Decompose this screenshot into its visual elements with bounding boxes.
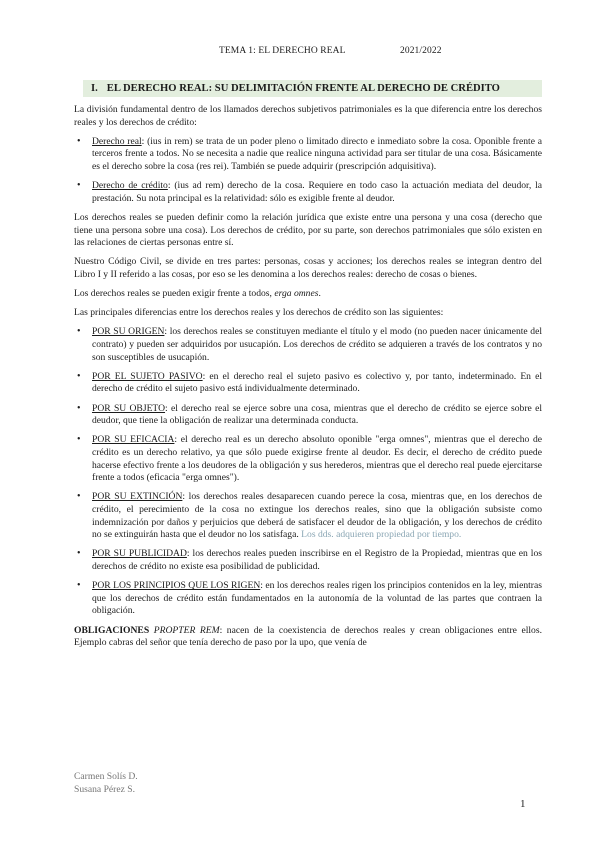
obligaciones-text: : nacen de la coexistencia de derechos reales y crean obligaciones entre ellos. Ejemplo cabras del señor que tenía derecho de paso por la upo, que venía de xyxy=(74,624,542,649)
page-footer xyxy=(74,770,138,796)
list-item-term: POR SU PUBLICIDAD xyxy=(92,548,187,560)
section-number: I. xyxy=(91,83,98,94)
obligaciones-emph: PROPTER REM xyxy=(153,624,220,636)
list-item-text: : (ius in rem) se trata de un poder pleno o limitado directo e inmediato sobre la cosa. Oponible frente a terceros frente a todos. No se necesita a nadie que realice ninguna actividad para ser titular de una cosa. Básicamente es el derecho sobre la cosa (res rei). También se puede adquirir (prescripción adquisitiva). xyxy=(92,135,542,172)
list-item-term: POR SU ORIGEN xyxy=(92,326,165,338)
list-item-text: : en los derechos reales rigen los principios contenidos en la ley, mientras que los derechos de crédito están fundamentados en la autonomía de la voluntad de las partes que contraen la obligación. xyxy=(92,580,542,617)
bullet-icon: • xyxy=(77,180,81,192)
definition-paragraph: Los derechos reales se pueden definir como la relación jurídica que existe entre una persona y una cosa (derecho que tiene una persona sobre una cosa). Los derechos de crédito, por su parte, son derechos patrimoniales que sólo existen en las relaciones de ciertas personas entre sí. xyxy=(74,211,542,249)
rights-types-list xyxy=(74,136,542,206)
list-item-text: : en el derecho real el sujeto pasivo es colectivo y, por tanto, indeterminado. En el derecho de crédito el sujeto pasivo está individualmente determinado. xyxy=(92,370,543,395)
list-item xyxy=(74,548,542,573)
header-year: 2021/2022 xyxy=(400,46,442,56)
list-item-text: : los derechos reales se constituyen mediante el título y el modo (no pueden nacer únicamente del contrato) y pueden ser adquiridos por usucapión. Los derechos de crédito se adquieren a través de los contratos y no son susceptibles de usucapión. xyxy=(92,326,543,363)
bullet-icon: • xyxy=(77,580,81,592)
list-item xyxy=(74,371,542,396)
list-item xyxy=(74,491,542,541)
bullet-icon: • xyxy=(77,402,81,414)
obligaciones-label: OBLIGACIONES xyxy=(74,624,150,636)
bullet-icon: • xyxy=(77,135,81,147)
erga-omnes-paragraph: Los derechos reales se pueden exigir frente a todos, erga omnes. xyxy=(74,288,321,300)
list-item-term: POR LOS PRINCIPIOS QUE LOS RIGEN xyxy=(92,580,261,592)
margin-note: Los dds. adquieren propiedad por tiempo. xyxy=(301,529,462,541)
list-item-text: : el derecho real se ejerce sobre una cosa, mientras que el derecho de crédito se ejerce sobre el deudor, que tiene la obligación de realizar una determinada conducta. xyxy=(92,402,542,427)
list-item-term: POR SU EFICACIA xyxy=(92,434,175,446)
list-item xyxy=(74,403,542,428)
list-item-term: POR SU EXTINCIÓN xyxy=(92,491,183,503)
list-item-term: Derecho de crédito xyxy=(92,180,168,192)
differences-intro-paragraph: Las principales diferencias entre los derechos reales y los derechos de crédito son las siguientes: xyxy=(74,307,444,319)
list-item-term: Derecho real xyxy=(92,135,142,147)
list-item-text: : los derechos reales pueden inscribirse en el Registro de la Propiedad, mientras que en los derechos de crédito no existe esa posibilidad de publicidad. xyxy=(92,548,542,572)
list-item-term: POR SU OBJETO xyxy=(92,402,166,414)
footer-author: Carmen Solís D. xyxy=(74,771,138,782)
list-item xyxy=(74,180,542,205)
differences-list xyxy=(74,326,542,617)
bullet-icon: • xyxy=(77,548,81,560)
section-heading xyxy=(83,80,542,97)
list-item-text: : los derechos reales desaparecen cuando perece la cosa, mientras que, en los derechos de crédito, el perecimiento de la cosa no extingue los derechos reales, sino que la obligación subsiste como indemnización por daños y perjuicios que deberá de satisfacer el deudor de la obligación, y los derechos de crédito no se extinguirán hasta que el deudor no los satisfaga. xyxy=(92,491,542,541)
list-item xyxy=(74,326,542,364)
bullet-icon: • xyxy=(77,491,81,503)
footer-author: Susana Pérez S. xyxy=(74,784,136,795)
obligaciones-paragraph xyxy=(74,625,542,650)
bullet-icon: • xyxy=(77,326,81,338)
list-item-term: POR EL SUJETO PASIVO xyxy=(92,370,203,382)
bullet-icon: • xyxy=(77,434,81,446)
section-title: EL DERECHO REAL: SU DELIMITACIÓN FRENTE AL DERECHO DE CRÉDITO xyxy=(106,83,500,94)
codigo-civil-paragraph: Nuestro Código Civil, se divide en tres partes: personas, cosas y acciones; los derechos reales se integran dentro del Libro I y II referido a las cosas, por eso se les denomina a los derechos reales: derecho de cosas o bienes. xyxy=(74,256,542,280)
list-item xyxy=(74,136,542,174)
page-number: 1 xyxy=(520,798,526,810)
intro-paragraph: La división fundamental dentro de los llamados derechos subjetivos patrimoniales es la que diferencia entre los derechos reales y los derechos de crédito: xyxy=(74,104,542,128)
header-title: TEMA 1: EL DERECHO REAL xyxy=(219,46,346,56)
list-item-text: : el derecho real es un derecho absoluto oponible "erga omnes", mientras que el derecho de crédito es un derecho relativo, ya que sólo puede exigirse frente al deudor. Es decir, el derecho de crédito puede hacerse efectivo frente a los deudores de la obligación y sus herederos, mientras que el derecho real puede ejercitarse frente a todos (eficacia "erga omnes"). xyxy=(92,434,542,484)
list-item-text: : (ius ad rem) derecho de la cosa. Requiere en todo caso la actuación mediata del deudor, la prestación. Su nota principal es la relatividad: sólo es exigible frente al deudor. xyxy=(92,180,543,204)
document-body xyxy=(74,104,542,656)
list-item xyxy=(74,434,542,484)
list-item xyxy=(74,580,542,618)
bullet-icon: • xyxy=(77,370,81,382)
